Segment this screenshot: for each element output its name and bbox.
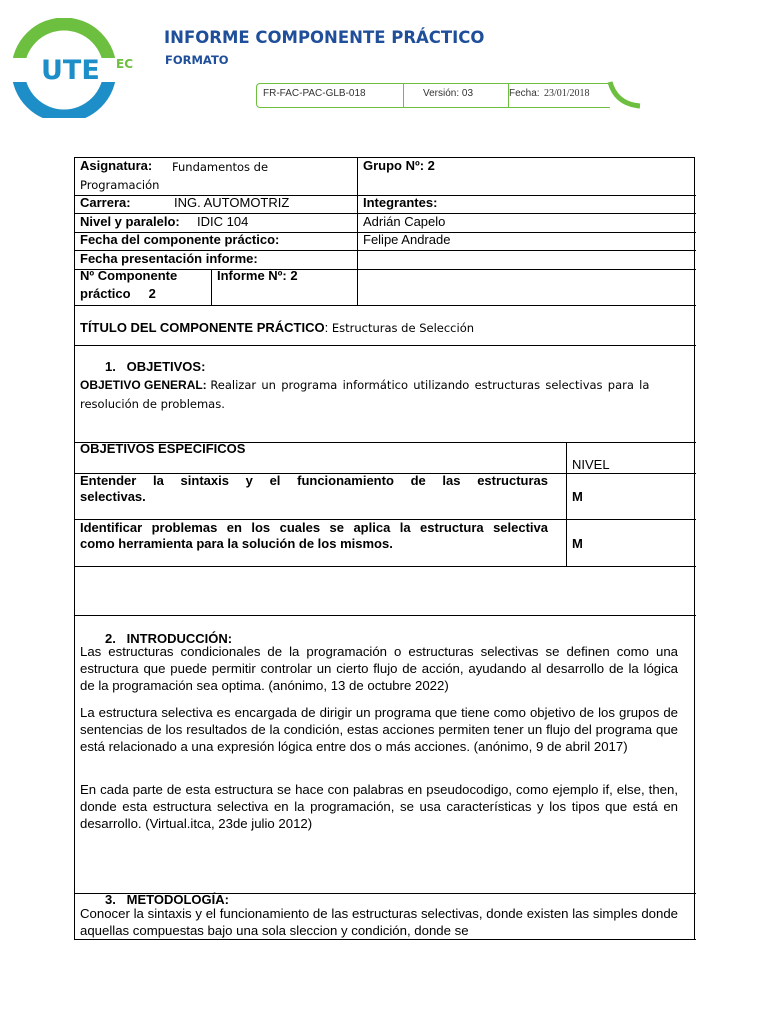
asignatura-label: Asignatura: xyxy=(80,158,153,173)
document-subtitle: FORMATO xyxy=(165,53,229,67)
document-title: INFORME COMPONENTE PRÁCTICO xyxy=(164,28,485,47)
informe-label: Informe Nº: 2 xyxy=(217,268,298,283)
objetivo-general-text-cont: resolución de problemas. xyxy=(80,397,225,411)
introduccion-paragraph-2: La estructura selectiva es encargada de dirigir un programa que tiene como objetivo de los grupos de sentencias de los resultados de la condición, estas acciones permiten tener un flujo del programa que está relacionado a una expresión lógica entre dos o más acciones. (anónimo, 9 de abril 2017) xyxy=(80,705,678,754)
introduccion-heading: 2. INTRODUCCIÓN: xyxy=(105,631,233,646)
asignatura-value-cont: Programación xyxy=(80,178,160,192)
nivel-value: IDIC 104 xyxy=(197,214,249,229)
introduccion-paragraph-3: En cada parte de esta estructura se hace con palabras en pseudocodigo, como ejemplo if, else, then, donde esta estructura selectiva en la programación, se usa características y los tipos que está en desarrollo. (Virtual.itca, 23de julio 2012) xyxy=(80,782,678,831)
grupo-label: Grupo Nº: 2 xyxy=(363,158,435,173)
especificos-header: OBJETIVOS ESPECIFICOS xyxy=(80,441,246,456)
metodologia-heading: 3. METODOLOGÍA: xyxy=(105,892,229,907)
carrera-value: ING. AUTOMOTRIZ xyxy=(174,195,290,210)
date-label: Fecha: xyxy=(509,88,540,99)
titulo-colon: : xyxy=(324,320,329,335)
nivel-header: NIVEL xyxy=(572,457,610,472)
objetivo-especifico-1-cont: selectivas. xyxy=(80,489,146,504)
date-value: 23/01/2018 xyxy=(544,88,590,99)
objetivo-general-label: OBJETIVO GENERAL: xyxy=(80,378,207,392)
objetivo-especifico-1: Entender la sintaxis y el funcionamiento de las estructuras xyxy=(80,473,548,488)
introduccion-paragraph-1: Las estructuras condicionales de la programación o estructuras selectivas se definen como una estructura que puede permitir controlar un cierto flujo de acción, ayudando al desarrollo de la lógica de la programación sea optima. (anónimo, 13 de octubre 2022) xyxy=(80,644,678,693)
fecha-componente-label: Fecha del componente práctico: xyxy=(80,232,280,247)
titulo-row xyxy=(80,320,474,336)
objetivos-heading: 1. OBJETIVOS: xyxy=(105,359,206,374)
objetivo-especifico-2-cont: como herramienta para la solución de los mismos. xyxy=(80,536,393,551)
document-code: FR-FAC-PAC-GLB-018 xyxy=(263,88,366,99)
fecha-presentacion-label: Fecha presentación informe: xyxy=(80,251,258,266)
objetivo-especifico-1-nivel: M xyxy=(572,489,583,504)
componente-label: Nº Componente xyxy=(80,268,178,283)
integrantes-label: Integrantes: xyxy=(363,195,438,210)
swoosh-decoration xyxy=(600,80,642,112)
document-version: Versión: 03 xyxy=(423,88,474,99)
ute-logo xyxy=(8,18,138,118)
asignatura-value: Fundamentos de xyxy=(172,160,269,174)
metodologia-clip xyxy=(74,906,695,940)
titulo-label: TÍTULO DEL COMPONENTE PRÁCTICO xyxy=(80,320,325,335)
logo-text: UTE xyxy=(41,55,100,86)
nivel-label: Nivel y paralelo: xyxy=(80,214,180,229)
objetivo-especifico-2-nivel: M xyxy=(572,536,583,551)
objetivo-general-line xyxy=(80,377,678,393)
integrante-1: Adrián Capelo xyxy=(363,214,446,229)
metodologia-paragraph-1: Conocer la sintaxis y el funcionamiento de las estructuras selectivas, donde existen las simples donde aquellas compuestas bajo una sola sleccion y condición, donde se xyxy=(80,906,678,938)
logo-suffix: EC xyxy=(116,57,134,71)
carrera-label: Carrera: xyxy=(80,195,131,210)
objetivo-general-text: Realizar un programa informático utilizando estructuras selectivas para la xyxy=(210,378,650,392)
integrante-2: Felipe Andrade xyxy=(363,232,451,247)
objetivo-especifico-2: Identificar problemas en los cuales se aplica la estructura selectiva xyxy=(80,520,548,535)
document-code-bar xyxy=(256,83,610,108)
componente-label-cont: práctico 2 xyxy=(80,286,156,301)
titulo-value: Estructuras de Selección xyxy=(331,321,475,335)
